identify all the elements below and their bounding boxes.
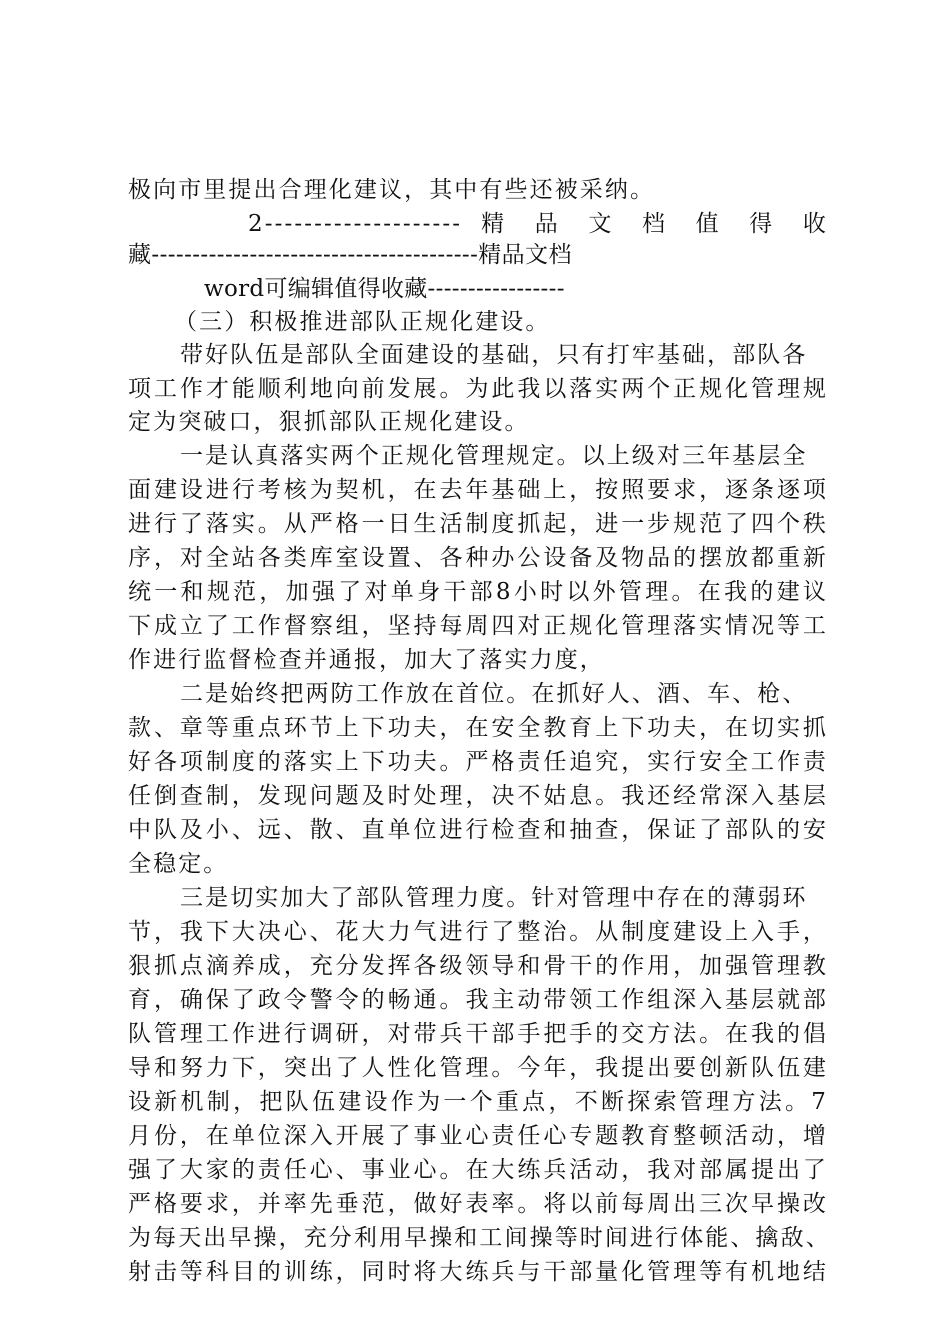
paragraph-line: 育，确保了政令警令的畅通。我主动带领工作组深入基层就部 bbox=[128, 987, 828, 1013]
paragraph-line: 作进行监督检查并通报，加大了落实力度， bbox=[128, 647, 605, 673]
paragraph-line: 严格要求，并率先垂范，做好表率。将以前每周出三次早操改 bbox=[128, 1191, 828, 1217]
paragraph-line: 二是始终把两防工作放在首位。在抓好人、酒、车、枪、 bbox=[180, 681, 808, 707]
paragraph-line: 导和努力下，突出了人性化管理。今年，我提出要创新队伍建 bbox=[128, 1055, 828, 1081]
paragraph-line: 月份，在单位深入开展了事业心责任心专题教育整顿活动，增 bbox=[128, 1123, 828, 1149]
paragraph-line: 为每天出早操，充分利用早操和工间操等时间进行体能、擒敌、 bbox=[128, 1225, 831, 1251]
paragraph-line: 队管理工作进行调研，对带兵干部手把手的交方法。在我的倡 bbox=[128, 1021, 828, 1047]
section-heading: （三）积极推进部队正规化建设。 bbox=[174, 309, 551, 335]
watermark-line: 2-------------------- 精 品 文 档 值 得 收 bbox=[248, 211, 828, 237]
paragraph-line: 任倒查制，发现问题及时处理，决不姑息。我还经常深入基层 bbox=[128, 783, 828, 809]
paragraph-line: 设新机制，把队伍建设作为一个重点，不断探索管理方法。7 bbox=[128, 1089, 828, 1115]
paragraph-line: 中队及小、远、散、直单位进行检查和抽查，保证了部队的安 bbox=[128, 817, 828, 843]
paragraph-line: 带好队伍是部队全面建设的基础，只有打牢基础，部队各 bbox=[180, 342, 808, 368]
paragraph-line: 好各项制度的落实上下功夫。严格责任追究，实行安全工作责 bbox=[128, 749, 828, 775]
paragraph-line: 项工作才能顺利地向前发展。为此我以落实两个正规化管理规 bbox=[128, 376, 828, 402]
paragraph-line: 射击等科目的训练，同时将大练兵与干部量化管理等有机地结 bbox=[128, 1259, 828, 1285]
watermark-line: word可编辑值得收藏----------------- bbox=[204, 276, 565, 302]
watermark-line: 藏----------------------------------------精品文档 bbox=[128, 242, 572, 268]
paragraph-line: 一是认真落实两个正规化管理规定。以上级对三年基层全 bbox=[180, 443, 808, 469]
paragraph-line: 序，对全站各类库室设置、各种办公设备及物品的摆放都重新 bbox=[128, 545, 828, 571]
paragraph-line: 面建设进行考核为契机，在去年基础上，按照要求，逐条逐项 bbox=[128, 477, 828, 503]
paragraph-line: 统一和规范，加强了对单身干部8小时以外管理。在我的建议 bbox=[128, 579, 828, 605]
paragraph-line: 强了大家的责任心、事业心。在大练兵活动，我对部属提出了 bbox=[128, 1157, 828, 1183]
paragraph-line: 三是切实加大了部队管理力度。针对管理中存在的薄弱环 bbox=[180, 885, 808, 911]
paragraph-line: 全稳定。 bbox=[128, 851, 229, 877]
paragraph-line: 进行了落实。从严格一日生活制度抓起，进一步规范了四个秩 bbox=[128, 511, 828, 537]
paragraph-line: 款、章等重点环节上下功夫，在安全教育上下功夫，在切实抓 bbox=[128, 715, 828, 741]
paragraph-line: 下成立了工作督察组，坚持每周四对正规化管理落实情况等工 bbox=[128, 613, 828, 639]
paragraph-line: 节，我下大决心、花大力气进行了整治。从制度建设上入手， bbox=[128, 919, 828, 945]
paragraph-line: 定为突破口，狠抓部队正规化建设。 bbox=[128, 409, 530, 435]
paragraph-line: 狠抓点滴养成，充分发挥各级领导和骨干的作用，加强管理教 bbox=[128, 953, 828, 979]
text-line: 极向市里提出合理化建议，其中有些还被采纳。 bbox=[128, 177, 656, 203]
